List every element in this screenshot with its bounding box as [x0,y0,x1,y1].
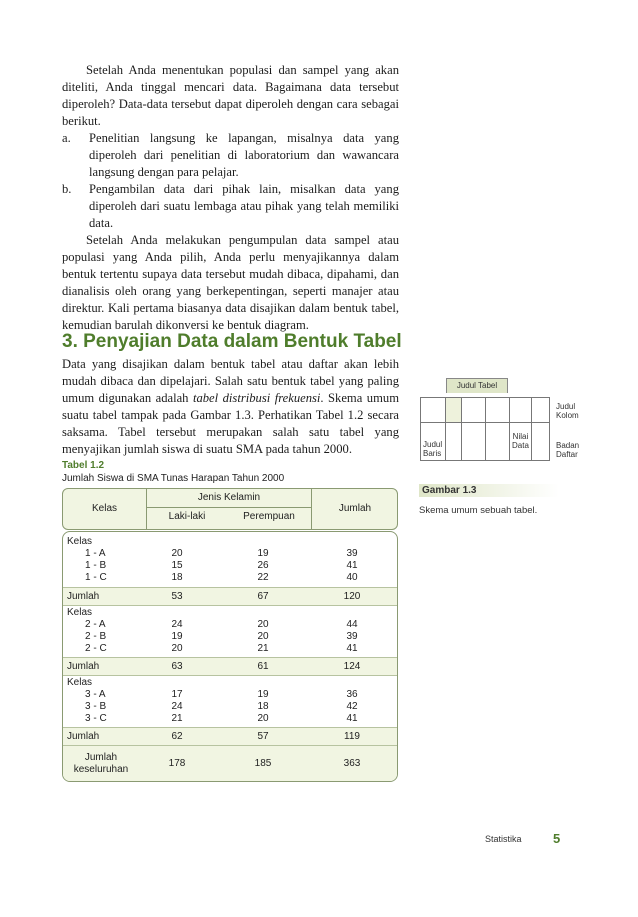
table-row: 1 - B 15 26 41 [85,560,358,571]
emphasis-term: tabel distribusi frekuensi [192,391,321,405]
intro-text [62,62,399,334]
header-perempuan: Perempuan [243,511,295,522]
figure-label-badan-daftar: Badan Daftar [556,441,580,459]
subtotal-row: Jumlah 62 57 119 [63,727,397,746]
table-body [62,531,398,782]
table-row: 3 - A 17 19 36 [85,689,358,700]
figure-caption-title: Gambar 1.3 [422,485,477,496]
table-header [62,488,398,530]
table-row: 1 - A 20 19 39 [85,548,358,559]
subtotal-row: Jumlah 63 61 124 [63,657,397,676]
figure-header-cell [445,398,461,422]
footer-subject: Statistika [485,834,522,844]
list-item-b: b. Pengambilan data dari pihak lain, misalkan data yang diperoleh dari suatu lembaga atau pihak yang telah memiliki data. [62,182,399,230]
table-row: 2 - A 24 20 44 [85,619,358,630]
section-paragraph: Data yang disajikan dalam bentuk tabel atau daftar akan lebih mudah dibaca dan dipelajari. Salah satu bentuk tabel yang paling umum digunakan adalah tabel distribusi frekuensi. Skema umum suatu tabel tampak pada Gambar 1.3. Perhatikan Tabel 1.2 secara saksama. Tabel tersebut merupakan salah satu tabel yang menyajikan jumlah siswa di suatu SMA pada tahun 2000. [62,357,399,456]
header-jenis-kelamin: Jenis Kelamin [197,492,261,503]
figure-label-nilai-data: Nilai Data [512,432,529,450]
paragraph-2: Setelah Anda melakukan pengumpulan data sampel atau populasi yang Anda pilih, Anda perlu menyajikannya dalam bentuk tertentu supaya data tersebut mudah dibaca, dipahami, dan dianalisis oleh orang yang berkepentingan, seperti manajer atau direktur. Kali pertama biasanya data disajikan dalam bentuk tabel, kemudian barulah dikonversi ke bentuk diagram. [62,233,399,332]
figure-judul-tabel: Judul Tabel [446,378,508,393]
table-row: 2 - B 19 20 39 [85,631,358,642]
group-label: Kelas [67,536,93,547]
page-number: 5 [553,831,561,846]
table-caption-label: Tabel 1.2 [62,460,105,471]
table-row: 1 - C 18 22 40 [85,572,358,583]
header-kelas: Kelas [91,503,117,514]
table-row: 2 - C 20 21 41 [85,643,358,654]
grand-total-row: Jumlah keseluruhan 178 185 363 [63,746,397,782]
group-label: Kelas [67,677,93,688]
table-row: 3 - B 24 18 42 [85,701,358,712]
header-subline [147,507,311,508]
table-row: 3 - C 21 20 41 [85,713,358,724]
figure-caption-desc: Skema umum sebuah tabel. [419,505,538,516]
section-title: 3. Penyajian Data dalam Bentuk Tabel [62,331,402,352]
table-caption-title: Jumlah Siswa di SMA Tunas Harapan Tahun 2000 [62,473,285,484]
header-jumlah: Jumlah [338,503,372,514]
header-laki-laki: Laki-laki [168,511,206,522]
group-label: Kelas [67,607,93,618]
figure-label-judul-kolom: Judul Kolom [556,402,579,420]
paragraph-1: Setelah Anda menentukan populasi dan sampel yang akan diteliti, Anda tinggal mencari data. Bagaimana data tersebut diperoleh? Data-data tersebut dapat diperoleh dengan cara sebagai berikut. [62,63,399,128]
subtotal-row: Jumlah 53 67 120 [63,587,397,606]
list-item-a: a. Penelitian langsung ke lapangan, misalnya data yang diperoleh dari penelitian di laboratorium dan wawancara langsung dengan para pelajar. [62,131,399,179]
figure-label-judul-baris: Judul Baris [423,440,443,458]
